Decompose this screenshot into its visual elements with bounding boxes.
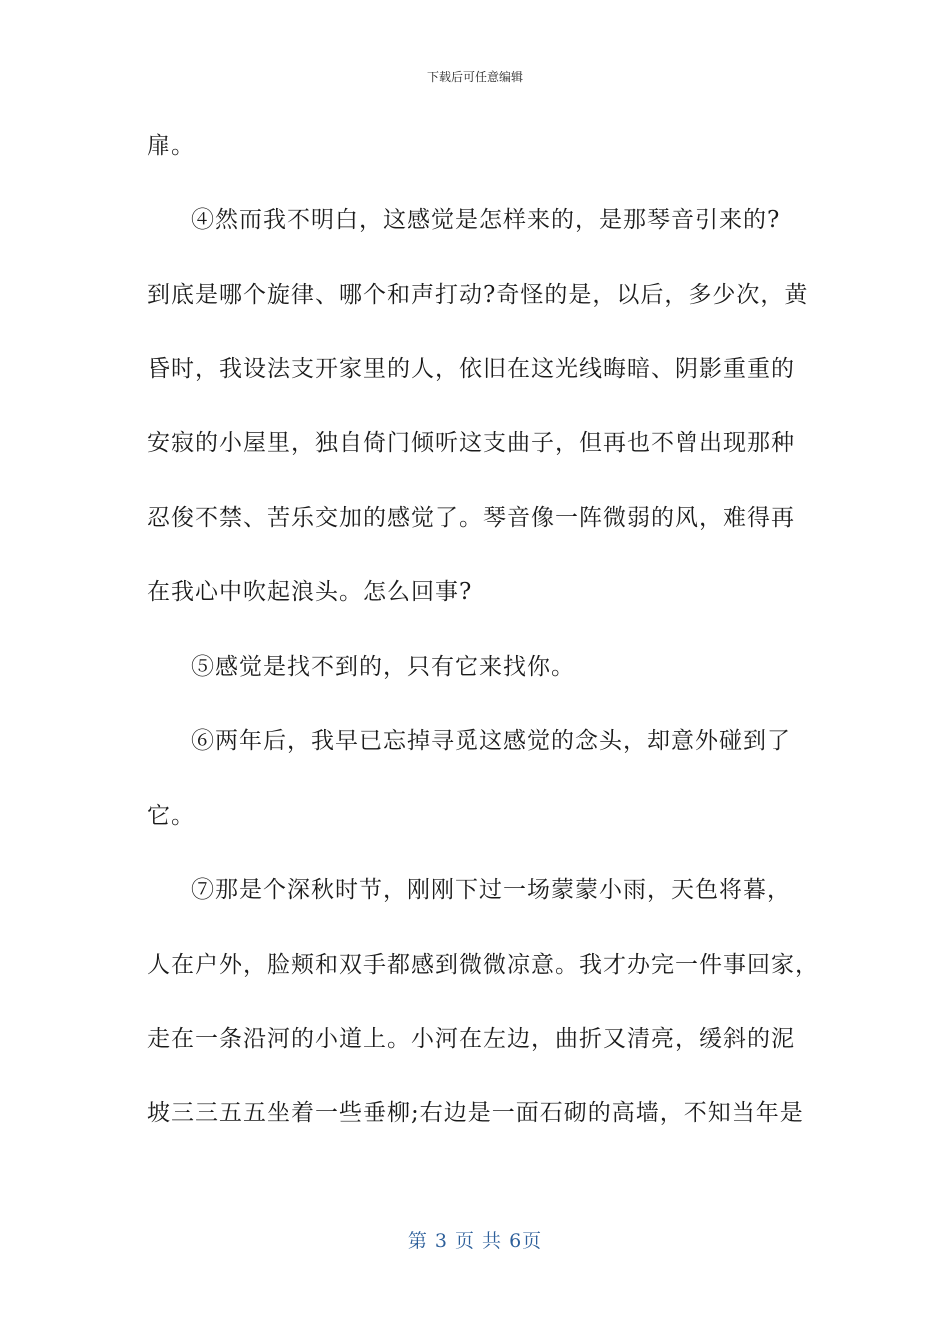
- text-line: 它。: [147, 803, 195, 829]
- paragraph-6-line: ⑥两年后，我早已忘掉寻觅这感觉的念头，却意外碰到了: [191, 728, 791, 754]
- paragraph-4-line: ④然而我不明白，这感觉是怎样来的，是那琴音引来的?: [191, 207, 781, 233]
- paragraph-7-line: ⑦那是个深秋时节，刚刚下过一场蒙蒙小雨，天色将暮，: [191, 877, 791, 903]
- text-line: 昏时，我设法支开家里的人，依旧在这光线晦暗、阴影重重的: [147, 356, 795, 382]
- text-line: 走在一条沿河的小道上。小河在左边，曲折又清亮，缓斜的泥: [147, 1026, 795, 1052]
- page-header: 下载后可任意编辑: [426, 70, 523, 84]
- page-number-footer: 第 3 页 共 6页: [407, 1230, 543, 1252]
- text-line: 到底是哪个旋律、哪个和声打动?奇怪的是，以后，多少次，黄: [147, 282, 809, 308]
- text-line: 忍俊不禁、苦乐交加的感觉了。琴音像一阵微弱的风，难得再: [147, 505, 795, 531]
- text-line: 人在户外，脸颊和双手都感到微微凉意。我才办完一件事回家，: [147, 952, 819, 978]
- text-line: 扉。: [147, 133, 195, 159]
- paragraph-5-line: ⑤感觉是找不到的，只有它来找你。: [191, 654, 575, 680]
- text-line: 坡三三五五坐着一些垂柳;右边是一面石砌的高墙，不知当年是: [147, 1100, 804, 1126]
- text-line: 在我心中吹起浪头。怎么回事?: [147, 579, 473, 605]
- text-line: 安寂的小屋里，独自倚门倾听这支曲子，但再也不曾出现那种: [147, 430, 795, 456]
